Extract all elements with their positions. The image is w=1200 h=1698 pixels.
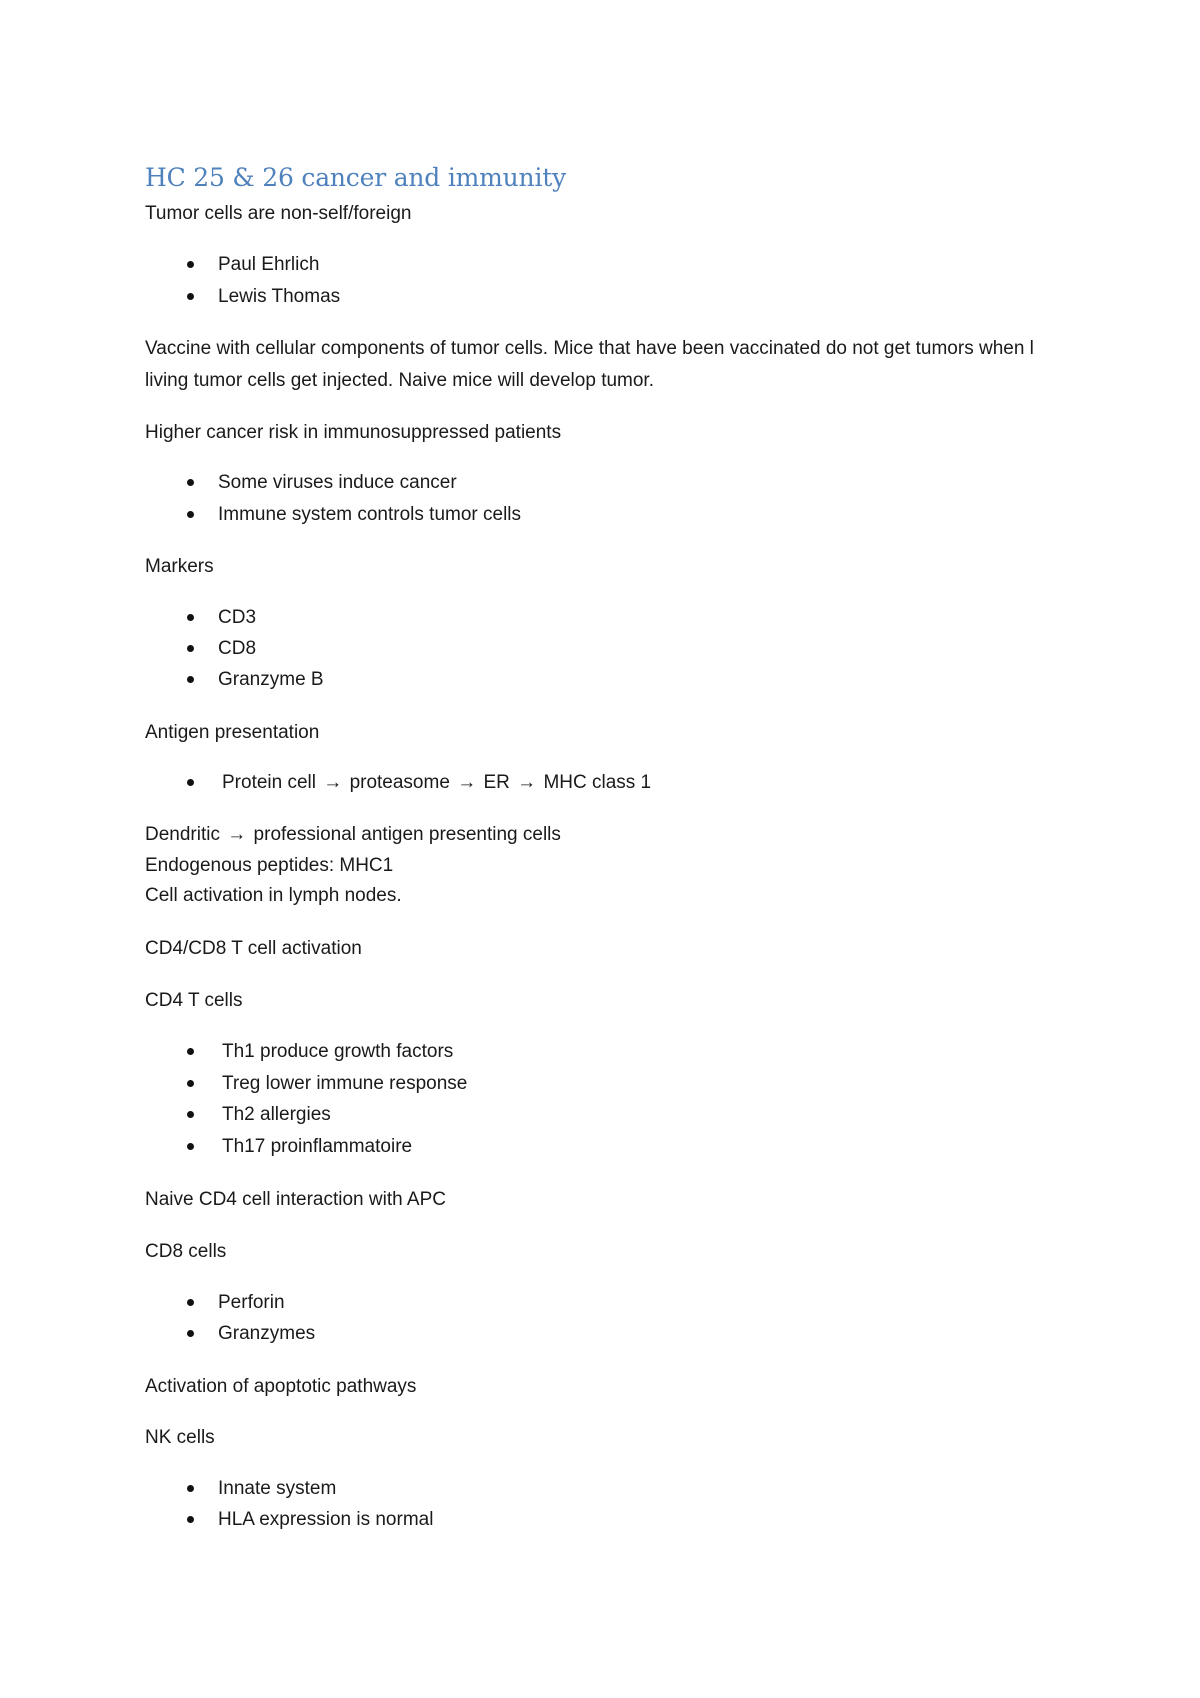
apoptotic-line: Activation of apoptotic pathways <box>145 1376 417 1397</box>
antigen-steps <box>222 767 651 799</box>
bullet-icon <box>187 645 194 652</box>
bullet-icon <box>187 261 194 268</box>
bullet-icon <box>187 1111 194 1118</box>
arrow-right-icon: → <box>517 772 537 793</box>
list-item: Th2 allergies <box>222 1104 331 1125</box>
bullet-icon <box>187 1080 194 1087</box>
bullet-icon <box>187 779 194 786</box>
antigen-heading: Antigen presentation <box>145 722 320 743</box>
list-item: Th17 proinflammatoire <box>222 1136 413 1157</box>
dendritic-description: professional antigen presenting cells <box>253 824 561 845</box>
antigen-step: ER <box>483 772 510 793</box>
list-item: Granzyme B <box>218 669 324 690</box>
list-item: Innate system <box>218 1478 337 1499</box>
nk-heading: NK cells <box>145 1427 215 1448</box>
intro-text: Tumor cells are non-self/foreign <box>145 203 412 224</box>
naive-cd4-line: Naive CD4 cell interaction with APC <box>145 1189 446 1210</box>
antigen-step: proteasome <box>349 772 450 793</box>
cd4-heading: CD4 T cells <box>145 990 243 1011</box>
bullet-icon <box>187 1330 194 1337</box>
list-item: Granzymes <box>218 1323 316 1344</box>
dendritic-line <box>145 819 561 851</box>
bullet-icon <box>187 511 194 518</box>
risk-heading: Higher cancer risk in immunosuppressed patients <box>145 422 562 443</box>
list-item: Paul Ehrlich <box>218 254 320 275</box>
dendritic-label: Dendritic <box>145 824 220 845</box>
bullet-icon <box>187 614 194 621</box>
list-item: Immune system controls tumor cells <box>218 504 522 525</box>
arrow-right-icon: → <box>227 824 247 845</box>
list-item: Lewis Thomas <box>218 286 341 307</box>
bullet-icon <box>187 676 194 683</box>
antigen-step: MHC class 1 <box>543 772 652 793</box>
list-item: Perforin <box>218 1292 285 1313</box>
markers-heading: Markers <box>145 556 214 577</box>
endogenous-line: Endogenous peptides: MHC1 <box>145 855 394 876</box>
bullet-icon <box>187 479 194 486</box>
cd8-heading: CD8 cells <box>145 1241 227 1262</box>
arrow-right-icon: → <box>457 772 477 793</box>
antigen-step: Protein cell <box>222 772 316 793</box>
list-item: CD3 <box>218 607 257 628</box>
arrow-right-icon: → <box>323 772 343 793</box>
vaccine-paragraph: Vaccine with cellular components of tumor cells. Mice that have been vaccinated do not get tumors when l living tumor cells get injected. Naive mice will develop tumor. <box>145 338 1034 391</box>
bullet-icon <box>187 1516 194 1523</box>
list-item: Th1 produce growth factors <box>222 1041 454 1062</box>
cd4cd8-heading: CD4/CD8 T cell activation <box>145 938 362 959</box>
bullet-icon <box>187 1143 194 1150</box>
lymph-activation-line: Cell activation in lymph nodes. <box>145 885 402 906</box>
document-title: HC 25 & 26 cancer and immunity <box>145 163 567 192</box>
bullet-icon <box>187 1048 194 1055</box>
bullet-icon <box>187 293 194 300</box>
list-item: CD8 <box>218 638 257 659</box>
bullet-icon <box>187 1299 194 1306</box>
list-item: Treg lower immune response <box>222 1073 468 1094</box>
bullet-icon <box>187 1485 194 1492</box>
list-item: HLA expression is normal <box>218 1509 434 1530</box>
list-item: Some viruses induce cancer <box>218 472 457 493</box>
